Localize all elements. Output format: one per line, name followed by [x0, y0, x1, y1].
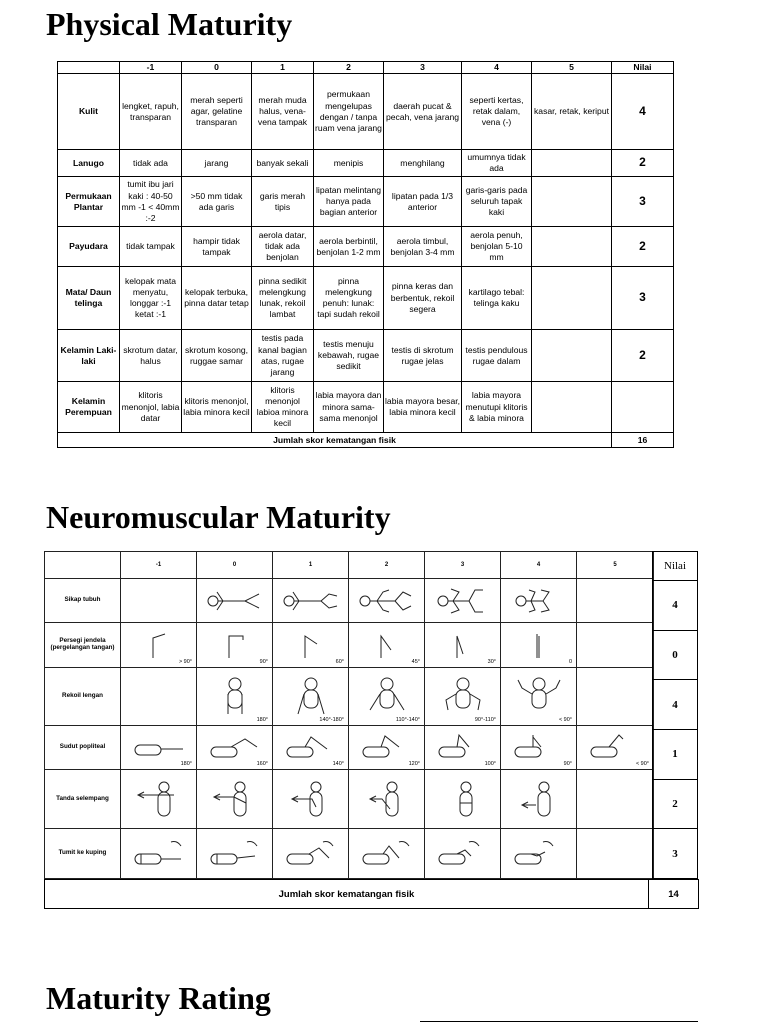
- arm-recoil-icon: [210, 676, 260, 716]
- wrist-angle-icon: [139, 630, 179, 660]
- header-cell: 1: [273, 552, 349, 579]
- table-row: [58, 330, 674, 382]
- nilai-cell: 3: [612, 177, 674, 227]
- header-cell: 2: [314, 62, 384, 74]
- header-cell: 4: [462, 62, 532, 74]
- nilai-cell: [612, 382, 674, 433]
- table-cell: lipatan pada 1/3 anterior: [384, 177, 462, 227]
- header-cell: 4: [501, 552, 577, 579]
- table-cell: [197, 667, 273, 726]
- table-cell: lengket, rapuh, transparan: [120, 74, 182, 150]
- table-cell: [273, 770, 349, 829]
- table-cell: menipis: [314, 150, 384, 177]
- heel-to-ear-icon: [283, 836, 339, 870]
- row-label: Tanda selempang: [45, 770, 121, 829]
- nilai-cell: 2: [653, 779, 698, 829]
- table-cell: [425, 828, 501, 878]
- total-value: 16: [612, 433, 674, 448]
- scarf-sign-icon: [362, 779, 412, 819]
- degree-label: < 90°: [558, 717, 572, 724]
- header-cell: 5: [532, 62, 612, 74]
- wrist-angle-icon: [443, 630, 483, 660]
- table-cell: [121, 667, 197, 726]
- row-label: Tumit ke kuping: [45, 828, 121, 878]
- degree-label: 30°: [487, 658, 496, 665]
- table-cell: garis-garis pada seluruh tapak kaki: [462, 177, 532, 227]
- table-cell: [501, 726, 577, 770]
- row-label: Kelamin Perempuan: [58, 382, 120, 433]
- nilai-cell: 2: [612, 227, 674, 267]
- table-cell: testis pada kanal bagian atas, rugae jarang: [252, 330, 314, 382]
- table-row: [58, 382, 674, 433]
- neuromuscular-maturity-table: [44, 551, 698, 909]
- table-cell: merah muda halus, vena-vena tampak: [252, 74, 314, 150]
- table-cell: [273, 579, 349, 623]
- table-cell: testis menuju kebawah, rugae sedikit: [314, 330, 384, 382]
- table-cell: umumnya tidak ada: [462, 150, 532, 177]
- table-cell: [273, 667, 349, 726]
- header-cell: 0: [197, 552, 273, 579]
- popliteal-angle-icon: [283, 733, 339, 763]
- table-cell: tidak tampak: [120, 227, 182, 267]
- table-cell: [577, 726, 654, 770]
- table-cell: [349, 770, 425, 829]
- posture-figure-icon: [203, 586, 267, 616]
- table-cell: [532, 330, 612, 382]
- table-cell: [197, 770, 273, 829]
- table-cell: banyak sekali: [252, 150, 314, 177]
- total-label: Jumlah skor kematangan fisik: [58, 433, 612, 448]
- table-cell: [501, 623, 577, 667]
- table-cell: [577, 579, 654, 623]
- table-cell: [425, 726, 501, 770]
- arm-recoil-icon: [362, 676, 412, 716]
- table-cell: [425, 770, 501, 829]
- header-cell: [45, 552, 121, 579]
- table-cell: [577, 667, 654, 726]
- popliteal-angle-icon: [207, 733, 263, 763]
- heel-to-ear-icon: [359, 836, 415, 870]
- table-cell: [577, 623, 654, 667]
- table-cell: [273, 726, 349, 770]
- row-label: Mata/ Daun telinga: [58, 267, 120, 330]
- table-row: [58, 267, 674, 330]
- table-cell: daerah pucat & pecah, vena jarang: [384, 74, 462, 150]
- row-label: Kelamin Laki-laki: [58, 330, 120, 382]
- table-cell: menghilang: [384, 150, 462, 177]
- table-cell: aerola datar, tidak ada benjolan: [252, 227, 314, 267]
- table-cell: [121, 579, 197, 623]
- posture-figure-icon: [431, 586, 495, 616]
- table-cell: [197, 726, 273, 770]
- row-label: Sudut popliteal: [45, 726, 121, 770]
- nilai-cell: 4: [653, 581, 698, 631]
- degree-label: 100°: [484, 761, 496, 768]
- total-label: Jumlah skor kematangan fisik: [45, 880, 649, 909]
- table-cell: pinna keras dan berbentuk, rekoil segera: [384, 267, 462, 330]
- table-cell: pinna sedikit melengkung lunak, rekoil lambat: [252, 267, 314, 330]
- nilai-cell: 1: [653, 729, 698, 779]
- degree-label: < 90°: [635, 761, 649, 768]
- table-row: [58, 177, 674, 227]
- physical-total-row: [58, 433, 674, 448]
- nilai-cell: 3: [653, 829, 698, 879]
- table-cell: testis di skrotum rugae jelas: [384, 330, 462, 382]
- degree-label: 0: [568, 658, 572, 665]
- table-cell: [532, 382, 612, 433]
- physical-maturity-title: Physical Maturity: [46, 6, 293, 42]
- scarf-sign-icon: [514, 779, 564, 819]
- table-cell: [577, 770, 654, 829]
- table-cell: kelopak mata menyatu, longgar :-1 ketat :-1: [120, 267, 182, 330]
- degree-label: 160°: [256, 761, 268, 768]
- table-cell: [532, 227, 612, 267]
- scarf-sign-icon: [210, 779, 260, 819]
- posture-figure-icon: [279, 586, 343, 616]
- posture-figure-icon: [355, 586, 419, 616]
- table-cell: [532, 267, 612, 330]
- table-cell: kasar, retak, keriput: [532, 74, 612, 150]
- table-cell: labia mayora menutupi klitoris & labia minora: [462, 382, 532, 433]
- table-cell: skrotum datar, halus: [120, 330, 182, 382]
- nilai-cell: 4: [653, 680, 698, 730]
- table-cell: [501, 770, 577, 829]
- table-cell: skrotum kosong, ruggae samar: [182, 330, 252, 382]
- scarf-sign-icon: [286, 779, 336, 819]
- header-cell: [58, 62, 120, 74]
- table-cell: [121, 770, 197, 829]
- table-cell: permukaan mengelupas dengan / tanpa ruam vena jarang: [314, 74, 384, 150]
- table-cell: [273, 828, 349, 878]
- table-cell: [532, 177, 612, 227]
- table-cell: >50 mm tidak ada garis: [182, 177, 252, 227]
- table-cell: [273, 623, 349, 667]
- row-label: Permukaan Plantar: [58, 177, 120, 227]
- table-cell: [425, 667, 501, 726]
- table-cell: [197, 828, 273, 878]
- table-cell: [501, 579, 577, 623]
- scarf-sign-icon: [438, 779, 488, 819]
- physical-header-row: [58, 62, 674, 74]
- header-cell: -1: [121, 552, 197, 579]
- table-row: [45, 770, 654, 829]
- nilai-cell: 2: [612, 150, 674, 177]
- table-cell: seperti kertas, retak dalam, vena (-): [462, 74, 532, 150]
- degree-label: 45°: [411, 658, 420, 665]
- table-cell: [121, 623, 197, 667]
- neuromuscular-grid: [44, 551, 653, 879]
- table-cell: hampir tidak tampak: [182, 227, 252, 267]
- header-cell: 3: [425, 552, 501, 579]
- table-cell: [197, 579, 273, 623]
- neuro-total-row: [44, 879, 699, 909]
- popliteal-angle-icon: [587, 733, 643, 763]
- degree-label: 90°: [563, 761, 572, 768]
- header-cell: 5: [577, 552, 654, 579]
- degree-label: > 90°: [178, 658, 192, 665]
- table-cell: [121, 726, 197, 770]
- popliteal-angle-icon: [435, 733, 491, 763]
- table-cell: kartilago tebal: telinga kaku: [462, 267, 532, 330]
- neuromuscular-maturity-title: Neuromuscular Maturity: [46, 499, 391, 535]
- degree-label: 120°: [408, 761, 420, 768]
- degree-label: 110°-140°: [395, 717, 420, 724]
- nilai-cell: 3: [612, 267, 674, 330]
- table-row: [58, 227, 674, 267]
- table-row: [58, 150, 674, 177]
- heel-to-ear-icon: [131, 836, 187, 870]
- table-row: [45, 726, 654, 770]
- neuro-header-row: [45, 552, 654, 579]
- table-cell: klitoris menonjol, labia minora kecil: [182, 382, 252, 433]
- wrist-angle-icon: [215, 630, 255, 660]
- table-cell: [425, 623, 501, 667]
- table-cell: aerola berbintil, benjolan 1-2 mm: [314, 227, 384, 267]
- popliteal-angle-icon: [131, 733, 187, 763]
- degree-label: 90°-110°: [474, 717, 496, 724]
- header-cell: 2: [349, 552, 425, 579]
- arm-recoil-icon: [286, 676, 336, 716]
- table-cell: [197, 623, 273, 667]
- table-row: [45, 828, 654, 878]
- heel-to-ear-icon: [207, 836, 263, 870]
- table-cell: jarang: [182, 150, 252, 177]
- row-label: Sikap tubuh: [45, 579, 121, 623]
- table-cell: [349, 828, 425, 878]
- table-cell: [425, 579, 501, 623]
- table-cell: [577, 828, 654, 878]
- table-cell: merah seperti agar, gelatine transparan: [182, 74, 252, 150]
- degree-label: 140°: [332, 761, 344, 768]
- heel-to-ear-icon: [435, 836, 491, 870]
- nilai-cell: 0: [653, 630, 698, 680]
- degree-label: 90°: [259, 658, 268, 665]
- header-cell: 1: [252, 62, 314, 74]
- row-label: Lanugo: [58, 150, 120, 177]
- physical-maturity-table: [57, 61, 674, 448]
- wrist-angle-icon: [519, 630, 559, 660]
- maturity-rating-title: Maturity Rating: [46, 980, 271, 1016]
- row-label: Kulit: [58, 74, 120, 150]
- table-cell: [349, 667, 425, 726]
- nilai-header: Nilai: [653, 552, 698, 581]
- table-row: [45, 623, 654, 667]
- table-cell: [501, 667, 577, 726]
- table-row: [45, 667, 654, 726]
- table-cell: labia mayora besar, labia minora kecil: [384, 382, 462, 433]
- table-cell: aerola penuh, benjolan 5-10 mm: [462, 227, 532, 267]
- table-cell: [501, 828, 577, 878]
- row-label: Rekoil lengan: [45, 667, 121, 726]
- degree-label: 180°: [256, 717, 268, 724]
- nilai-cell: 2: [612, 330, 674, 382]
- neuro-nilai-column: [652, 551, 698, 879]
- table-cell: pinna melengkung penuh: lunak: tapi sudah rekoil: [314, 267, 384, 330]
- table-cell: aerola timbul, benjolan 3-4 mm: [384, 227, 462, 267]
- wrist-angle-icon: [367, 630, 407, 660]
- header-cell: Nilai: [612, 62, 674, 74]
- table-cell: [349, 579, 425, 623]
- popliteal-angle-icon: [359, 733, 415, 763]
- degree-label: 60°: [335, 658, 344, 665]
- total-value: 14: [649, 880, 699, 909]
- table-cell: tidak ada: [120, 150, 182, 177]
- table-cell: kelopak terbuka, pinna datar tetap: [182, 267, 252, 330]
- arm-recoil-icon: [514, 676, 564, 716]
- row-label: Persegi jendela (pergelangan tangan): [45, 623, 121, 667]
- table-cell: [349, 623, 425, 667]
- table-cell: tumit ibu jari kaki : 40-50 mm -1 < 40mm :-2: [120, 177, 182, 227]
- table-cell: labia mayora dan minora sama-sama menonjol: [314, 382, 384, 433]
- row-label: Payudara: [58, 227, 120, 267]
- degree-label: 140°-180°: [319, 717, 344, 724]
- header-cell: -1: [120, 62, 182, 74]
- table-cell: klitoris menonjol, labia datar: [120, 382, 182, 433]
- table-cell: lipatan melintang hanya pada bagian anterior: [314, 177, 384, 227]
- table-cell: klitoris menonjol labioa minora kecil: [252, 382, 314, 433]
- table-row: [58, 74, 674, 150]
- table-cell: [349, 726, 425, 770]
- table-cell: [121, 828, 197, 878]
- posture-figure-icon: [507, 586, 571, 616]
- degree-label: 180°: [180, 761, 192, 768]
- arm-recoil-icon: [438, 676, 488, 716]
- nilai-cell: 4: [612, 74, 674, 150]
- heel-to-ear-icon: [511, 836, 567, 870]
- table-cell: [532, 150, 612, 177]
- header-cell: 3: [384, 62, 462, 74]
- header-cell: 0: [182, 62, 252, 74]
- scarf-sign-icon: [134, 779, 184, 819]
- table-cell: garis merah tipis: [252, 177, 314, 227]
- table-cell: testis pendulous rugae dalam: [462, 330, 532, 382]
- table-row: [45, 579, 654, 623]
- wrist-angle-icon: [291, 630, 331, 660]
- popliteal-angle-icon: [511, 733, 567, 763]
